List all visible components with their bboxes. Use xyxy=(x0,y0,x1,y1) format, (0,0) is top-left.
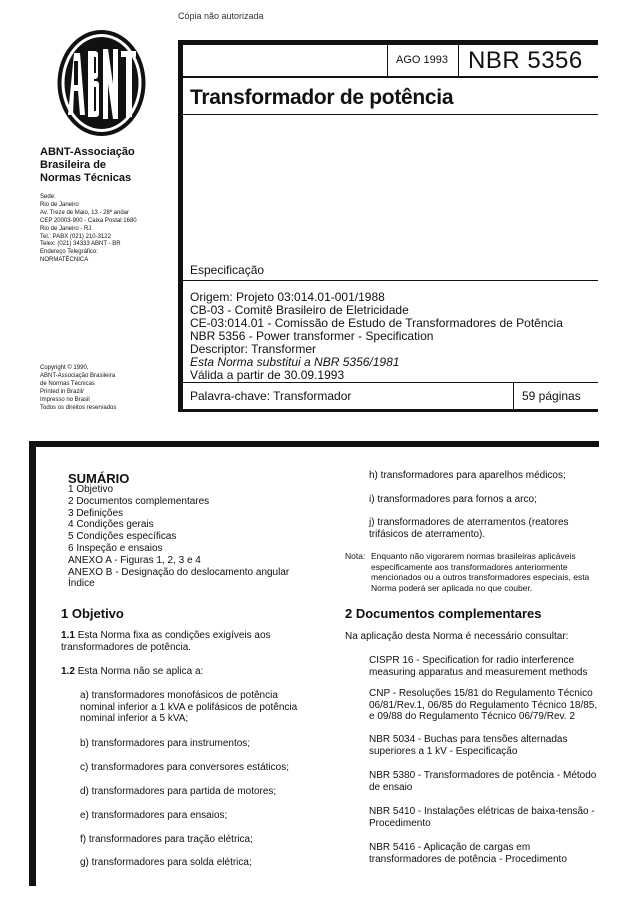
meta-divider xyxy=(178,280,598,281)
list-item-j: j) transformadores de aterramentos (reatores trifásicos de aterramento). xyxy=(369,517,569,540)
sumario-item: ANEXO B - Designação do deslocamento angular xyxy=(68,566,290,578)
keyword-divider xyxy=(178,382,598,383)
code-separator xyxy=(458,45,459,76)
sumario-item: 3 Definições xyxy=(68,507,124,519)
address-line: Endereço Telegráfico: xyxy=(40,249,98,256)
sumario-item: 1 Objetivo xyxy=(68,484,114,495)
page-frame-left xyxy=(29,441,36,886)
standard-code: NBR 5356 xyxy=(468,47,583,74)
paragraph-1-1 xyxy=(61,630,319,653)
org-line-1: ABNT-Associação xyxy=(40,146,135,158)
note-text: Enquanto não vigorarem normas brasileiras aplicáveis especificamente aos transformadores anteriormente mencionados ou a outros transformadores especiais, esta Norma poderá ser aplicada no que couber. xyxy=(371,551,590,593)
meta-supersedes: Esta Norma substitui a NBR 5356/1981 xyxy=(190,355,400,369)
meta-valid-from: Válida a partir de 30.09.1993 xyxy=(190,368,345,382)
paragraph-1-2-number: 1.2 xyxy=(61,666,75,677)
reference-item: NBR 5416 - Aplicação de cargas em transformadores de potência - Procedimento xyxy=(369,842,567,865)
address-line: Tel.: PABX (021) 210-3122 xyxy=(40,233,111,240)
header-frame-bottom xyxy=(178,409,598,412)
page-count: 59 páginas xyxy=(522,389,581,403)
copyright-line: de Normas Técnicas xyxy=(40,380,95,387)
copyright-line: Impresso no Brasil xyxy=(40,396,90,403)
address-line: Rio de Janeiro - RJ xyxy=(40,225,92,232)
sumario-item: Índice xyxy=(68,578,95,590)
abnt-logo xyxy=(55,27,148,139)
title-divider xyxy=(178,114,598,115)
reference-item: NBR 5380 - Transformadores de potência - Método de ensaio xyxy=(369,770,597,793)
list-item-i: i) transformadores para fornos a arco; xyxy=(369,494,537,505)
list-item-g: g) transformadores para solda elétrica; xyxy=(80,857,252,868)
meta-english-title: NBR 5356 - Power transformer - Specification xyxy=(190,329,434,343)
reference-item: CISPR 16 - Specification for radio interference measuring apparatus and measurement methods xyxy=(369,655,588,678)
sumario-item: 5 Condições específicas xyxy=(68,531,177,543)
reference-item: NBR 5410 - Instalações elétricas de baixa-tensão - Procedimento xyxy=(369,806,595,829)
header-frame-top xyxy=(178,40,598,45)
sumario-item: ANEXO A - Figuras 1, 2, 3 e 4 xyxy=(68,554,201,566)
org-line-3: Normas Técnicas xyxy=(40,172,132,184)
paragraph-1-1-number: 1.1 xyxy=(61,630,75,641)
address-line: CEP 20003-900 - Caixa Postal 1680 xyxy=(40,217,137,224)
section-2-title: 2 Documentos complementares xyxy=(345,606,542,621)
meta-study-commission: CE-03:014.01 - Comissão de Estudo de Transformadores de Potência xyxy=(190,316,563,330)
org-line-2: Brasileira de xyxy=(40,159,107,171)
section-1-title: 1 Objetivo xyxy=(61,606,124,621)
header-divider xyxy=(178,76,598,78)
section-2-intro: Na aplicação desta Norma é necessário consultar: xyxy=(345,631,569,642)
sumario-list xyxy=(68,484,289,590)
watermark-text: Cópia não autorizada xyxy=(178,11,264,21)
paragraph-1-2 xyxy=(61,666,319,678)
sumario-item: 6 Inspeção e ensaios xyxy=(68,542,163,554)
note-label: Nota: xyxy=(345,551,366,561)
organization-name xyxy=(40,146,135,185)
copyright-block xyxy=(40,365,116,412)
date-separator xyxy=(387,45,388,76)
address-block xyxy=(40,194,137,265)
meta-descriptor: Descriptor: Transformer xyxy=(190,342,317,356)
address-line: Sede: xyxy=(40,194,56,200)
address-line: Rio de Janeiro xyxy=(40,201,79,208)
document-metadata xyxy=(190,291,563,382)
paragraph-1-1-text: Esta Norma fixa as condições exigíveis aos transformadores de potência. xyxy=(61,630,271,653)
copyright-line: Todos os direitos reservados xyxy=(40,404,117,411)
reference-item: CNP - Resoluções 15/81 do Regulamento Técnico 06/81/Rev.1, 06/85 do Regulamento Técnico 18/85, e 09/88 do Regulamento Técnico 06/79/Rev. 2 xyxy=(369,688,598,722)
publication-date: AGO 1993 xyxy=(396,54,448,66)
list-item-d: d) transformadores para partida de motores; xyxy=(80,786,277,797)
reference-item: NBR 5034 - Buchas para tensões alternadas superiores a 1 kV - Especificação xyxy=(369,734,568,757)
list-item-e: e) transformadores para ensaios; xyxy=(80,810,228,821)
meta-committee: CB-03 - Comitê Brasileiro de Eletricidade xyxy=(190,303,409,317)
page-frame-top xyxy=(29,441,599,447)
sumario-item: 2 Documentos complementares xyxy=(68,495,210,507)
sumario-title: SUMÁRIO xyxy=(68,471,130,486)
list-item-c: c) transformadores para conversores estáticos; xyxy=(80,762,289,773)
list-item-a: a) transformadores monofásicos de potência nominal inferior a 1 kVA e polifásicos de potência nominal inferior a 5 kVA; xyxy=(80,690,298,724)
address-line: Telex: (021) 34333 ABNT - BR xyxy=(40,241,121,248)
header-frame-left xyxy=(178,40,183,412)
document-type: Especificação xyxy=(190,263,265,277)
document-title: Transformador de potência xyxy=(190,86,454,109)
sumario-item: 4 Condições gerais xyxy=(68,519,154,531)
list-item-b: b) transformadores para instrumentos; xyxy=(80,738,251,749)
address-line: Av. Treze de Maio, 13 - 28º andar xyxy=(40,209,130,216)
pages-separator xyxy=(513,382,514,409)
copyright-line: ABNT-Associação Brasileira xyxy=(40,372,116,379)
paragraph-1-2-text: Esta Norma não se aplica a: xyxy=(77,666,204,677)
copyright-line: Printed in Brazil/ xyxy=(40,388,84,395)
address-line: NORMATÉCNICA xyxy=(40,257,89,264)
meta-origem: Origem: Projeto 03:014.01-001/1988 xyxy=(190,290,385,304)
list-item-h: h) transformadores para aparelhos médicos; xyxy=(369,470,566,481)
keywords: Palavra-chave: Transformador xyxy=(190,389,352,403)
copyright-line: Copyright © 1990, xyxy=(40,365,89,371)
list-item-f: f) transformadores para tração elétrica; xyxy=(80,834,253,845)
